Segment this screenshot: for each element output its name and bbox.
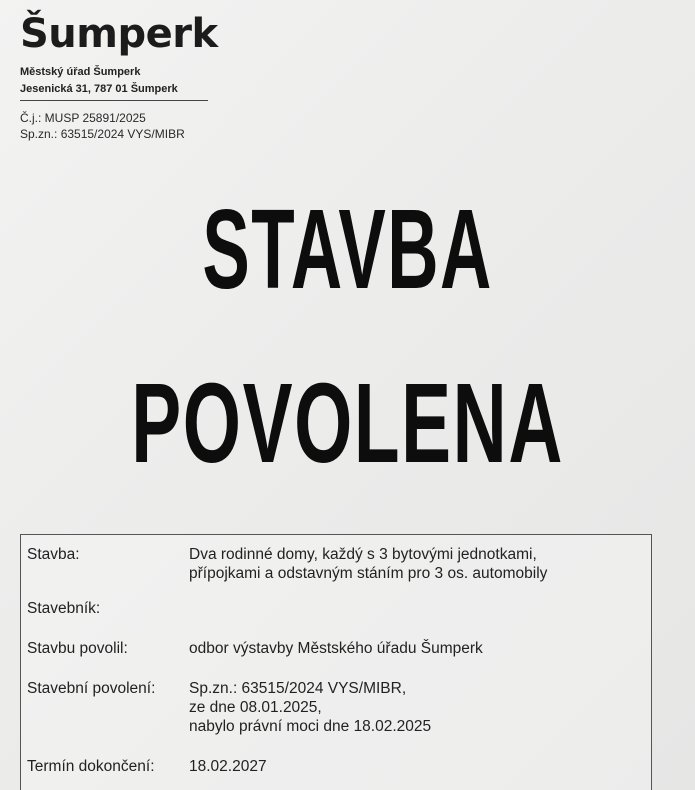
headline-povolena: POVOLENA <box>131 360 564 487</box>
stavebnik-label: Stavebník: <box>27 600 101 617</box>
termin-label: Termín dokončení: <box>27 758 155 775</box>
office-address: Jesenická 31, 787 01 Šumperk <box>20 81 208 101</box>
povoleni-value-line1: Sp.zn.: 63515/2024 VYS/MIBR, <box>189 680 407 697</box>
povoleni-value-line2: ze dne 08.01.2025, <box>189 699 322 716</box>
file-number: Sp.zn.: 63515/2024 VYS/MIBR <box>20 127 185 141</box>
office-name: Městský úřad Šumperk <box>20 66 141 78</box>
reference-block <box>20 110 185 142</box>
povoleni-value <box>189 679 649 736</box>
povolil-label: Stavbu povolil: <box>27 640 128 657</box>
headline-stavba: STAVBA <box>202 186 493 313</box>
stavba-label: Stavba: <box>27 546 80 563</box>
stavba-value <box>189 545 649 583</box>
termin-value: 18.02.2027 <box>189 758 267 775</box>
povoleni-value-line3: nabylo právní moci dne 18.02.2025 <box>189 718 432 735</box>
permit-details-table <box>20 534 652 790</box>
stavba-value-line1: Dva rodinné domy, každý s 3 bytovými jednotkami, <box>189 546 537 563</box>
stavba-value-line2: přípojkami a odstavným stáním pro 3 os. automobily <box>189 565 548 582</box>
issuing-office <box>20 64 208 101</box>
city-logo: Šumperk <box>20 11 218 57</box>
povoleni-label: Stavební povolení: <box>27 680 156 697</box>
reference-number: Č.j.: MUSP 25891/2025 <box>20 111 146 125</box>
povolil-value: odbor výstavby Městského úřadu Šumperk <box>189 640 483 657</box>
